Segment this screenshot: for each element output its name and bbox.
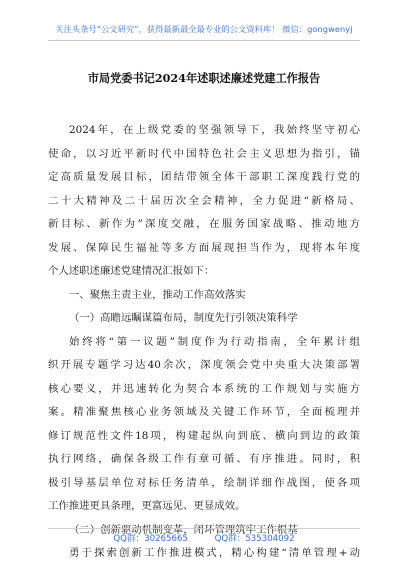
footer-qq-group-1: QQ群：30265665 — [113, 534, 188, 544]
footer-qq-group-2: QQ群：535304092 — [214, 534, 295, 544]
body-line: 一、聚焦主责主业，推动工作高效落实 — [69, 288, 246, 301]
header-promo-note: 关注头条号“公文研究”，获得最新最全最专业的公文资料库！ 微信：gongwenyj — [55, 24, 353, 34]
body-line: 工作推进更具条理，更富远见、更显成效。 — [48, 500, 246, 512]
body-line: 定高质量发展目标，团结带领全体干部职工深度践行党的 — [48, 171, 360, 183]
footer-divider — [48, 528, 360, 529]
body-line: （一）高瞻远瞩谋篇布局，制度先行引领决策科学 — [69, 312, 298, 324]
footer-contact — [0, 532, 408, 544]
body-line: （二）创新驱动机制变革，闭环管理筑牢工作根基 — [69, 523, 298, 536]
body-line: 发展、保障民生福祉等多方面展现担当作为，现将本年度 — [48, 241, 360, 254]
body-line: 新目标、新作为”深度交融，在服务国家战略、推动地方 — [48, 218, 360, 230]
document-title: 市局党委书记2024年述职述廉述党建工作报告 — [87, 71, 321, 85]
body-line: 2024年，在上级党委的坚强领导下，我始终坚守初心 — [69, 124, 360, 136]
header-divider — [48, 40, 360, 41]
body-line: 二十大精神及二十届历次全会精神，全力促进“新格局、 — [48, 194, 360, 207]
body-line: 案。精准聚焦核心业务领域及关键工作环节，全面梳理并 — [48, 406, 360, 418]
body-line: 始终将“第一议题”制度作为行动指南，全年累计组 — [69, 335, 360, 348]
document-body — [48, 119, 360, 566]
body-line: 勇于探索创新工作推进模式，精心构建“清单管理+动 — [69, 547, 360, 559]
body-line: 织开展专题学习达40余次，深度领会党中央重大决策部署 — [48, 359, 360, 371]
body-line: 使命，以习近平新时代中国特色社会主义思想为指引，锚 — [48, 147, 360, 160]
body-line: 修订规范性文件18项，构建起纵向到底、横向到边的政策 — [48, 429, 360, 442]
body-line: 执行网络，确保各级工作有章可循、有序推进。同时，积 — [48, 453, 360, 465]
body-line: 核心要义，并迅速转化为契合本系统的工作规划与实施方 — [48, 382, 360, 395]
body-line: 个人述职述廉述党建情况汇报如下： — [48, 265, 215, 277]
body-line: 极引导基层单位对标任务清单，绘制详细作战图，使各项 — [48, 476, 360, 489]
